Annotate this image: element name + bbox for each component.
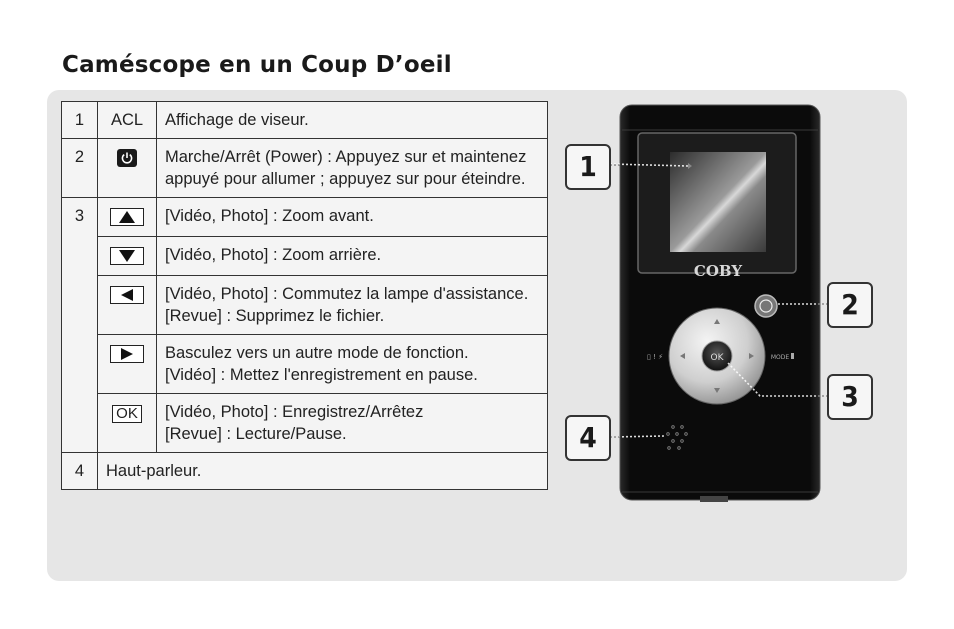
table-row <box>62 237 548 276</box>
key-cell <box>98 394 157 453</box>
row-description: Marche/Arrêt (Power) : Appuyez sur et maintenez appuyé pour allumer ; appuyez sur pour éteindre. <box>157 139 548 198</box>
table-row <box>62 139 548 198</box>
description-line: [Vidéo] : Mettez l'enregistrement en pause. <box>165 366 478 384</box>
description-line: [Vidéo, Photo] : Enregistrez/Arrêtez <box>165 403 424 421</box>
power-button <box>755 295 777 317</box>
arrow-right-icon <box>110 345 144 363</box>
row-number: 3 <box>62 198 98 453</box>
row-description: Haut-parleur. <box>98 453 548 490</box>
arrow-left-icon <box>110 286 144 304</box>
callout-3: 3 <box>827 374 873 420</box>
row-description: [Vidéo, Photo] : Zoom arrière. <box>157 237 548 276</box>
component-table <box>61 101 548 490</box>
description-line: [Vidéo, Photo] : Commutez la lampe d'assistance. <box>165 285 529 303</box>
key-cell <box>98 198 157 237</box>
key-label: ACL <box>98 102 157 139</box>
row-description: Affichage de viseur. <box>157 102 548 139</box>
description-line: [Revue] : Supprimez le fichier. <box>165 307 385 325</box>
row-number: 1 <box>62 102 98 139</box>
brand-logo: COBY <box>693 262 743 280</box>
table-row <box>62 102 548 139</box>
row-description <box>157 394 548 453</box>
svg-text:OK: OK <box>710 353 724 363</box>
row-description <box>157 335 548 394</box>
key-cell <box>98 139 157 198</box>
key-cell <box>98 237 157 276</box>
callout-2: 2 <box>827 282 873 328</box>
mode-label: MODE <box>770 354 790 361</box>
arrow-down-icon <box>110 247 144 265</box>
ok-key-label: OK <box>112 405 142 423</box>
power-icon <box>117 149 137 167</box>
table-row <box>62 335 548 394</box>
callout-1: 1 <box>565 144 611 190</box>
page-title: Caméscope en un Coup D’oeil <box>62 52 452 78</box>
row-number: 2 <box>62 139 98 198</box>
description-line: Basculez vers un autre mode de fonction. <box>165 344 469 362</box>
description-line: [Revue] : Lecture/Pause. <box>165 425 347 443</box>
row-description <box>157 276 548 335</box>
callout-4: 4 <box>565 415 611 461</box>
table-row <box>62 453 548 490</box>
arrow-up-icon <box>110 208 144 226</box>
key-cell <box>98 276 157 335</box>
table-row <box>62 394 548 453</box>
row-number: 4 <box>62 453 98 490</box>
row-description: [Vidéo, Photo] : Zoom avant. <box>157 198 548 237</box>
table-row <box>62 198 548 237</box>
key-cell <box>98 335 157 394</box>
table-row <box>62 276 548 335</box>
svg-text:▯ ! ⚡: ▯ ! ⚡ <box>646 353 664 361</box>
